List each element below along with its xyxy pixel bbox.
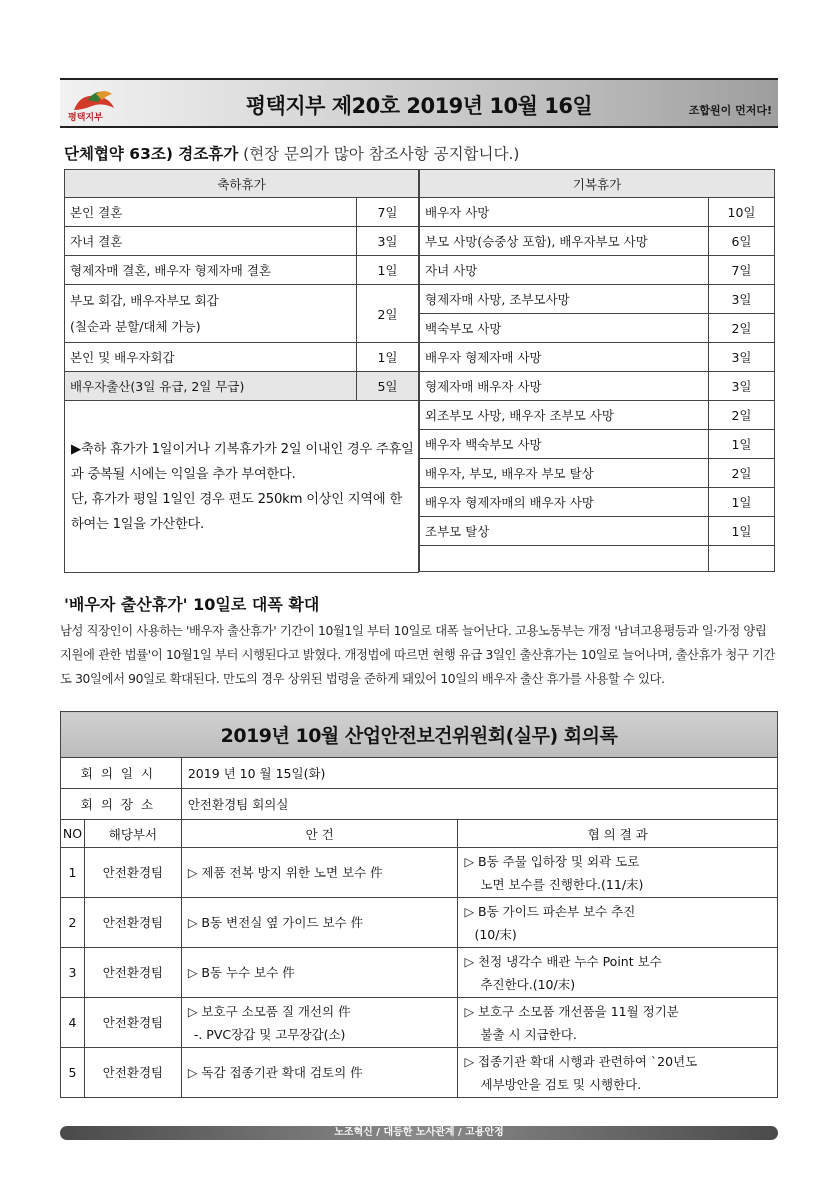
table-row-empty [420,546,775,572]
leave-item: 배우자출산(3일 유급, 2일 무급) [65,372,357,401]
empty-cell [420,546,709,572]
table-row [420,285,775,314]
row-dept: 안전환경팀 [84,1048,181,1098]
leave-item: 배우자 백숙부모 사망 [420,430,709,459]
table-row [420,459,775,488]
col-result-header: 협 의 결 과 [458,820,778,848]
leave-days: 2일 [709,314,775,343]
result-line1: ▷ 보호구 소모품 개선품을 11월 정기분 [464,1003,679,1019]
condolence-leave-header: 기복휴가 [420,170,775,198]
leave-item: 부모 사망(승중상 포함), 배우자부모 사망 [420,227,709,256]
meeting-place-value: 안전환경팀 회의실 [181,789,777,820]
leave-item [65,285,357,343]
row-dept: 안전환경팀 [84,948,181,998]
table-row [61,998,778,1048]
row-agenda [181,1048,458,1098]
leave-item: 본인 결혼 [65,198,357,227]
agenda-line1: ▷ 제품 전복 방지 위한 노면 보수 件 [187,865,383,880]
leave-days: 6일 [709,227,775,256]
row-dept: 안전환경팀 [84,848,181,898]
agenda-line1: ▷ 보호구 소모품 질 개선의 件 [187,1003,351,1019]
table-row [420,517,775,546]
result-line1: ▷ 천정 냉각수 배관 누수 Point 보수 [464,953,662,969]
leave-item-line2: (칠순과 분할/대체 가능) [70,318,201,334]
row-agenda [181,848,458,898]
section-title-main: 단체협약 63조) 경조휴가 [64,145,239,163]
minutes-title: 2019년 10월 산업안전보건위원회(실무) 회의록 [61,712,778,758]
leave-item: 형제자매 사망, 조부모사망 [420,285,709,314]
meeting-date-value: 2019 년 10 월 15일(화) [181,758,777,789]
leave-item: 외조부모 사망, 배우자 조부모 사망 [420,401,709,430]
leave-days: 1일 [709,488,775,517]
section-title-sub: (현장 문의가 많아 참조사항 공지합니다.) [243,145,520,163]
leave-days: 10일 [709,198,775,227]
leave-item: 조부모 탈상 [420,517,709,546]
table-row [65,256,419,285]
leave-days: 1일 [709,517,775,546]
table-row [420,256,775,285]
row-dept: 안전환경팀 [84,998,181,1048]
agenda-line2: -. PVC장갑 및 고무장갑(소) [193,1026,346,1042]
row-dept: 안전환경팀 [84,898,181,948]
table-row [61,948,778,998]
celebration-leave-header: 축하휴가 [65,170,419,198]
table-row [65,401,419,573]
result-line1: ▷ B동 가이드 파손부 보수 추진 [464,903,636,919]
row-result [458,948,778,998]
section-title-paternity: '배우자 출산휴가' 10일로 대폭 확대 [64,595,320,614]
agenda-line1: ▷ B동 누수 보수 件 [187,965,295,980]
leave-days: 5일 [357,372,419,401]
leave-note [65,401,419,573]
agenda-line1: ▷ 독감 접종기관 확대 검토의 件 [187,1065,363,1080]
leave-days: 7일 [709,256,775,285]
table-row [61,848,778,898]
celebration-leave-table [64,169,419,573]
row-number: 4 [61,998,85,1048]
leave-days: 2일 [709,459,775,488]
leave-days: 3일 [709,372,775,401]
section-title-leave [64,142,519,164]
table-row [420,488,775,517]
paternity-article: 남성 직장인이 사용하는 '배우자 출산휴가' 기간이 10월1일 부터 10일로 대폭 늘어난다. 고용노동부는 개정 '남녀고용평등과 일·가정 양립 지원에 관한 법률'이 10월1일 부터 시행된다고 밝혔다. 개정법에 따르면 현행 유급 3일인 출산휴가는 10일로 늘어나며, 출산휴가 청구 기간도 30일에서 90일로 확대된다. 만도의 경우 상위된 법령을 준하게 돼있어 10일의 배우자 출산 휴가를 사용할 수 있다. [60,624,775,686]
leave-days: 2일 [357,285,419,343]
table-row [420,227,775,256]
table-row [61,898,778,948]
leave-item: 배우자 사망 [420,198,709,227]
row-number: 3 [61,948,85,998]
result-line1: ▷ 접종기관 확대 시행과 관련하여 `20년도 [464,1053,698,1069]
footer-slogan: 노조혁신 / 대등한 노사관계 / 고용안정 [334,1127,504,1138]
leave-days: 2일 [709,401,775,430]
row-number: 5 [61,1048,85,1098]
footer-banner [60,1126,778,1140]
table-row [420,314,775,343]
result-line2: 세부방안을 검토 및 시행한다. [480,1076,642,1092]
leave-days: 7일 [357,198,419,227]
safety-committee-minutes [60,711,778,1098]
result-line1: ▷ B동 주물 입하장 및 외곽 도로 [464,853,640,869]
meeting-place-label: 회의장소 [61,789,182,820]
leave-item-line1: 부모 회갑, 배우자부모 회갑 [70,292,219,308]
slogan: 조합원이 먼저다! [688,104,772,117]
table-row [420,198,775,227]
meeting-date-label: 회의일시 [61,758,182,789]
leave-note-line2: 단, 휴가가 평일 1일인 경우 편도 250km 이상인 지역에 한 하여는 1일을 가산한다. [71,491,403,532]
table-row [65,343,419,372]
table-row [61,1048,778,1098]
result-line2: 불출 시 지급한다. [480,1026,577,1042]
leave-item: 백숙부모 사망 [420,314,709,343]
table-row [420,430,775,459]
row-agenda [181,948,458,998]
table-row [65,227,419,256]
table-row [65,285,419,343]
leave-item: 본인 및 배우자회갑 [65,343,357,372]
leave-item: 자녀 사망 [420,256,709,285]
row-result [458,848,778,898]
table-row [420,343,775,372]
newsletter-header [60,78,778,128]
leave-item: 배우자 형제자매의 배우자 사망 [420,488,709,517]
table-row [65,198,419,227]
row-result [458,898,778,948]
table-row [420,401,775,430]
leave-item: 배우자, 부모, 배우자 부모 탈상 [420,459,709,488]
row-agenda [181,898,458,948]
leave-days: 1일 [357,256,419,285]
newsletter-title: 평택지부 제20호 2019년 10월 16일 [245,94,593,118]
leave-item: 형제자매 배우자 사망 [420,372,709,401]
col-no-header: NO [61,820,85,848]
col-agenda-header: 안 건 [181,820,458,848]
col-dept-header: 해당부서 [84,820,181,848]
row-number: 2 [61,898,85,948]
row-number: 1 [61,848,85,898]
leave-note-line1: ▶축하 휴가가 1일이거나 기복휴가가 2일 이내인 경우 주휴일과 중복될 시에는 익일을 추가 부여한다. [71,441,414,482]
leave-item: 자녀 결혼 [65,227,357,256]
result-line2: (10/末) [474,926,517,942]
row-result [458,998,778,1048]
result-line2: 추진한다.(10/末) [480,976,576,992]
leave-item: 배우자 형제자매 사망 [420,343,709,372]
table-row [420,372,775,401]
leave-item: 형제자매 결혼, 배우자 형제자매 결혼 [65,256,357,285]
row-agenda [181,998,458,1048]
leave-days: 3일 [357,227,419,256]
condolence-leave-table [419,169,775,572]
leave-days: 3일 [709,285,775,314]
leave-days: 1일 [709,430,775,459]
row-result [458,1048,778,1098]
leave-days: 3일 [709,343,775,372]
empty-cell [709,546,775,572]
leave-days: 1일 [357,343,419,372]
logo-text: 평택지부 [68,113,103,123]
table-row [65,372,419,401]
agenda-line1: ▷ B동 변전실 옆 가이드 보수 件 [187,915,364,930]
result-line2: 노면 보수를 진행한다.(11/末) [480,876,644,892]
